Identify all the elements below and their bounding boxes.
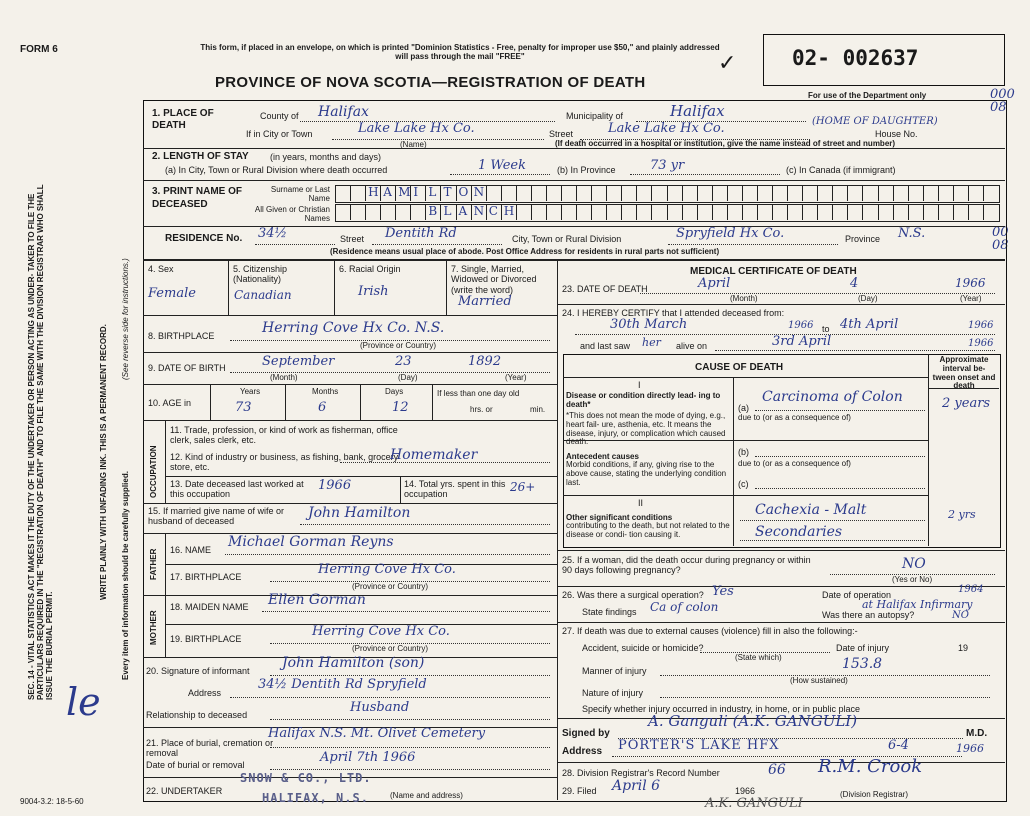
name-grid-divider [365,204,366,220]
side-info-text: Every item of information should be carefully supplied. [121,471,130,680]
autopsy-place: at Halifax Infirmary [862,598,973,611]
name-grid-divider [697,204,698,220]
name-grid-divider [561,204,562,220]
undertaker-label: 22. UNDERTAKER [146,786,223,796]
filed-year: 1966 [735,786,756,796]
name-grid-divider [456,204,457,220]
burial-place-label: 21. Place of burial, cremation or removal [146,738,274,759]
date-of-death-year: 1966 [955,276,986,290]
name-grid-divider [651,185,652,201]
father-birthplace-label: 17. BIRTHPLACE [170,572,242,582]
name-grid-divider [380,204,381,220]
residence-province: N.S. [898,226,926,241]
name-grid-divider [516,185,517,201]
father-name-label: 16. NAME [170,545,212,555]
name-grid-divider [742,204,743,220]
last-saw-label: and last saw [580,341,631,351]
antecedent-note: Morbid conditions, if any, giving rise to the above cause, stating the underlying condition last. [566,460,727,487]
attended-to: 4th April [840,317,899,332]
residence-street-label: Street [340,234,365,244]
approx-interval-label: Approximate interval be- tween onset and death [932,355,996,391]
other-conditions-value-2: Secondaries [755,524,843,540]
side-instructions: (See reverse side for instructions.) [121,258,130,380]
birthplace-note: (Province or Country) [360,341,437,350]
name-grid-divider [440,204,441,220]
surname-letter: N [473,185,485,199]
signature-date: 6-4 [888,738,909,753]
cause-a-interval: 2 years [942,396,991,411]
father-name-value: Michael Gorman Reyns [228,534,394,550]
name-grid-divider [606,204,607,220]
name-grid-divider [395,204,396,220]
city-value: Lake Lake Hx Co. [358,121,475,136]
attended-to-year: 1966 [968,320,994,331]
name-grid-divider [878,185,879,201]
undertaker-note: (Name and address) [390,791,463,800]
name-grid-divider [983,185,984,201]
given-name-letter: A [458,204,468,218]
name-grid-divider [667,204,668,220]
burial-date-label: Date of burial or removal [146,760,245,770]
stay-a-label: (a) In City, Town or Rural Division where death occurred [165,165,388,175]
dob-month: September [262,354,335,369]
sex-label: 4. Sex [148,264,174,274]
name-grid-divider [772,185,773,201]
occupation-14-value: 26+ [510,480,536,494]
name-grid-divider [742,185,743,201]
residence-number: 34½ [258,226,288,241]
mother-birthplace-note: (Province or Country) [352,644,429,653]
name-grid-divider [501,204,502,220]
name-grid-divider [847,185,848,201]
spouse-label: 15. If married give name of wife or husband of deceased [148,506,285,527]
signed-by-value: A. Ganguli (A.K. GANGULI) [648,712,858,730]
undertaker-stamp-city: HALIFAX, N.S. [262,791,369,805]
due-to-b: due to (or as a consequence of) [738,459,851,468]
sex-value: Female [148,286,196,301]
name-grid-divider [938,204,939,220]
name-grid-divider [410,204,411,220]
name-grid-divider [923,204,924,220]
check-mark: ✓ [718,50,737,75]
name-grid-divider [682,185,683,201]
signature-year: 1966 [956,742,984,755]
given-name-letter: C [488,204,498,218]
given-name-letter: L [443,204,452,218]
name-grid-divider [501,185,502,201]
surgery-answer: Yes [712,584,734,599]
name-grid-divider [516,204,517,220]
dob-year-label: (Year) [505,373,527,382]
name-grid-divider [953,185,954,201]
name-grid-divider [862,185,863,201]
filed-label: 29. Filed [562,786,597,796]
name-grid-divider [727,185,728,201]
surname-letter: I [413,185,419,199]
side-handwritten-mark: le [66,680,101,724]
surname-letter: M [398,185,411,199]
accident-label: Accident, suicide or homicide? [582,643,704,653]
cause-a-label: (a) [738,403,749,413]
spouse-value: John Hamilton [308,505,411,521]
residence-province-label: Province [845,234,881,244]
name-grid-divider [682,204,683,220]
dob-day: 23 [395,354,412,369]
occupation-12-label: 12. Kind of industry or business, as fishing, bank, grocery store, etc. [170,452,399,473]
residence-street: Dentith Rd [385,226,457,241]
mother-maiden-label: 18. MAIDEN NAME [170,602,249,612]
surname-letter: L [428,185,437,199]
father-side-label: FATHER [149,548,158,580]
name-grid-divider [757,185,758,201]
name-grid-divider [350,204,351,220]
mother-birthplace-label: 19. BIRTHPLACE [170,634,242,644]
name-grid-divider [425,185,426,201]
name-grid-divider [832,204,833,220]
name-grid-divider [893,185,894,201]
surgery-question: 26. Was there a surgical operation? [562,590,704,600]
age-days-label: Days [385,387,404,396]
informant-signature-value: John Hamilton (son) [282,655,425,671]
burial-place-value: Halifax N.S. Mt. Olivet Cemetery [268,726,486,741]
attended-from: 30th March [610,317,688,332]
last-saw-year: 1966 [968,338,994,349]
division-registrar-label: (Division Registrar) [840,790,909,799]
other-conditions-label: Other significant conditions [566,513,673,522]
other-conditions-interval: 2 yrs [948,508,976,521]
autopsy-answer: NO [952,610,969,621]
pregnancy-yes-no: (Yes or No) [892,575,933,584]
residence-city: Spryfield Hx Co. [676,226,785,241]
date-of-birth-label: 9. DATE OF BIRTH [148,363,226,373]
last-saw-date: 3rd April [772,334,832,349]
name-grid-divider [561,185,562,201]
accident-state-label: (State which) [735,653,782,662]
surname-letter: A [383,185,392,199]
name-grid-divider [546,185,547,201]
municipality-value: Halifax [670,102,725,120]
section-one-label: I [638,380,641,390]
name-grid-divider [938,185,939,201]
name-grid-divider [380,185,381,201]
disease-note: *This does not mean the mode of dying, e.g., heart fail- ure, asthenia, etc. It means the disease, injury, or complication which caused death. [566,411,726,447]
house-number-label: House No. [875,129,918,139]
age-less-than-day: If less than one day old [437,389,520,398]
certify-label: 24. I HEREBY CERTIFY that I attended deceased from: [562,308,785,318]
age-days: 12 [392,400,409,415]
findings-value: Ca of colon [650,600,719,614]
occupation-11-label: 11. Trade, profession, or kind of work as fisherman, office clerk, sales clerk, etc. [170,425,398,446]
citizenship-value: Canadian [234,288,292,302]
surname-label: Surname or Last Name [270,185,330,203]
county-value: Halifax [318,104,369,120]
name-grid-divider [772,204,773,220]
pregnancy-answer: NO [902,556,926,572]
occupation-12-value: Homemaker [390,447,478,463]
age-label: 10. AGE in [148,398,192,408]
mother-birthplace-value: Herring Cove Hx Co. [312,624,450,639]
record-number-label: 28. Division Registrar's Record Number [562,768,720,778]
given-names-label: All Given or Christian Names [254,205,330,223]
external-causes-question: 27. If death was due to external causes (violence) fill in also the following:- [562,626,858,636]
footer-code: 9004-3.2: 18-5-60 [20,797,84,806]
last-saw-pronoun: her [642,336,661,349]
date-of-death-month-label: (Month) [730,294,758,303]
injury-date-label: Date of injury [836,643,890,653]
father-birthplace-value: Herring Cove Hx Co. [318,562,456,577]
father-birthplace-note: (Province or Country) [352,582,429,591]
mail-notice: This form, if placed in an envelope, on which is printed "Dominion Statistics - Free, penalty for improper use $50," and plainly addressed will pass through the mail "FREE" [200,43,720,61]
stay-c-label: (c) In Canada (if immigrant) [786,165,896,175]
registrar-signature: R.M. Crook [818,756,923,777]
manner-value: 153.8 [842,656,883,672]
date-of-death-day: 4 [850,276,859,291]
given-name-letter: B [428,204,438,218]
name-grid-divider [862,204,863,220]
birthplace-value: Herring Cove Hx Co. N.S. [262,320,445,336]
form-number: FORM 6 [20,44,58,55]
informant-relationship-label: Relationship to deceased [146,710,248,720]
cause-a-value: Carcinoma of Colon [762,389,903,405]
stay-b-label: (b) In Province [557,165,616,175]
occupation-13-label: 13. Date deceased last worked at this occupation [170,479,304,500]
name-grid-divider [923,185,924,201]
pregnancy-question: 25. If a woman, did the death occur during pregnancy or within 90 days following pregnancy? [562,555,811,576]
stay-a-value: 1 Week [478,158,526,173]
occupation-13-value: 1966 [318,478,352,493]
age-years-label: Years [240,387,261,396]
name-grid-divider [878,204,879,220]
name-grid-divider [908,204,909,220]
place-of-death-label: 1. PLACE OF DEATH [152,108,214,131]
name-grid-divider [471,185,472,201]
autopsy-label: Was there an autopsy? [822,610,915,620]
house-value: (HOME OF DAUGHTER) [812,116,938,127]
medical-certificate-title: MEDICAL CERTIFICATE OF DEATH [690,266,857,277]
name-grid-divider [802,204,803,220]
county-label: County of [260,111,299,121]
side-legal-text: SEC. 14 - VITAL STATISTICS ACT MAKES IT THE DUTY OF THE UNDERTAKER OR PERSON ACTING AS UNDER- TAKER TO FILE THE PARTICULARS REQUIRED IN THE "REGISTRATION OF DEATH" AND TO FILE THE SAME WITH THE DIVISION REGISTRAR WHO SHALL ISSUE THE BURIAL PERMIT. [27,184,54,700]
name-grid-divider [697,185,698,201]
occupation-side-label: OCCUPATION [149,445,158,498]
citizenship-label: 5. Citizenship (Nationality) [233,264,288,285]
name-grid-divider [893,204,894,220]
cause-c-label: (c) [738,479,749,489]
date-of-death-label: 23. DATE OF DEATH [562,284,648,294]
name-grid-divider [471,204,472,220]
undertaker-stamp-name: SNOW & CO., LTD. [240,771,372,785]
cause-b-label: (b) [738,447,749,457]
surname-letter: T [443,185,452,199]
name-grid-divider [802,185,803,201]
nature-label: Nature of injury [582,688,644,698]
dob-day-label: (Day) [398,373,418,382]
street-value: Lake Lake Hx Co. [608,121,725,136]
name-grid-divider [365,185,366,201]
name-grid-divider [591,204,592,220]
name-grid-divider [968,204,969,220]
date-of-death-month: April [698,276,731,291]
filed-date: April 6 [612,778,661,794]
name-grid-divider [953,204,954,220]
mother-maiden-value: Ellen Gorman [268,592,366,608]
stay-b-value: 73 yr [650,158,685,173]
dob-month-label: (Month) [270,373,298,382]
form-title: PROVINCE OF NOVA SCOTIA—REGISTRATION OF DEATH [215,74,646,91]
md-label: M.D. [966,728,988,739]
cause-of-death-title: CAUSE OF DEATH [695,362,784,373]
name-grid-divider [727,204,728,220]
residence-city-label: City, Town or Rural Division [512,234,622,244]
name-grid-divider [968,185,969,201]
injury-location-label: Specify whether injury occurred in industry, in home, or in public place [582,704,860,714]
name-grid-divider [576,185,577,201]
department-use-label: For use of the Department only [808,91,927,100]
age-months-label: Months [312,387,339,396]
manner-how-label: (How sustained) [790,676,848,685]
disease-label: Disease or condition directly lead- ing to death* [566,391,721,409]
section-two-label: II [638,498,644,508]
injury-date-year: 19 [958,643,969,653]
name-grid-divider [817,185,818,201]
name-grid-divider [486,185,487,201]
operation-date-label: Date of operation [822,590,892,600]
name-grid-divider [787,204,788,220]
age-months: 6 [318,400,327,415]
name-grid-divider [621,204,622,220]
age-years: 73 [235,400,252,415]
antecedent-label: Antecedent causes [566,452,639,461]
name-grid-divider [440,185,441,201]
name-grid-divider [546,204,547,220]
name-grid-divider [712,204,713,220]
bottom-handwritten-name: A.K. GANGULI [705,796,803,811]
name-grid-divider [908,185,909,201]
age-hrs: hrs. or [470,405,493,414]
margin-code-mid: 00 08 [992,225,1009,253]
racial-origin-value: Irish [358,284,389,299]
occupation-14-label: 14. Total yrs. spent in this occupation [404,479,506,500]
name-grid-divider [983,204,984,220]
age-min: min. [530,405,546,414]
street-label: Street [549,129,574,139]
city-label: If in City or Town [246,129,313,139]
signed-by-label: Signed by [562,728,610,739]
name-grid-divider [486,204,487,220]
name-grid-divider [712,185,713,201]
burial-date-value: April 7th 1966 [320,750,416,765]
other-conditions-value: Cachexia - Malt [755,502,867,518]
name-grid-divider [621,185,622,201]
date-of-death-day-label: (Day) [858,294,878,303]
name-grid-divider [395,185,396,201]
residence-note: (Residence means usual place of abode. Post Office Address for residents in rural parts not sufficient) [330,247,720,256]
name-grid-divider [817,204,818,220]
date-of-death-year-label: (Year) [960,294,982,303]
name-grid-divider [591,185,592,201]
informant-signature-label: 20. Signature of informant [146,666,250,676]
city-name-note: (Name) [400,140,427,149]
operation-date: 1964 [958,584,984,595]
name-grid-divider [667,185,668,201]
birthplace-label: 8. BIRTHPLACE [148,331,215,341]
name-grid-divider [651,204,652,220]
attended-to-label: to [822,324,830,334]
name-grid-divider [456,185,457,201]
name-grid-divider [531,204,532,220]
name-grid-divider [425,204,426,220]
surname-letter: O [458,185,469,199]
hospital-note: (If death occurred in a hospital or institution, give the name instead of street and number) [555,139,896,148]
manner-label: Manner of injury [582,666,647,676]
informant-relationship-value: Husband [350,700,410,715]
informant-address-label: Address [188,688,222,698]
other-conditions-note: contributing to the death, but not related to the disease or condi- tion causing it. [566,521,730,539]
registration-number: 02- 002637 [792,46,919,70]
margin-code-top: 000 08 [990,87,1015,115]
signature-address-label: Address [562,746,603,757]
name-grid-divider [757,204,758,220]
name-grid-divider [350,185,351,201]
name-grid-divider [787,185,788,201]
racial-origin-label: 6. Racial Origin [339,264,401,274]
mother-side-label: MOTHER [149,610,158,645]
dob-year: 1892 [468,354,502,369]
length-of-stay-note: (in years, months and days) [270,152,382,162]
registration-number-box [763,34,1005,86]
last-saw-alive-label: alive on [676,341,708,351]
name-grid-divider [832,185,833,201]
name-grid-divider [636,204,637,220]
marital-status-value: Married [458,294,512,309]
name-grid-divider [606,185,607,201]
given-name-letter: H [503,204,515,218]
due-to-a: due to (or as a consequence of) [738,413,851,422]
attended-from-year: 1966 [788,320,814,331]
side-ink-text: WRITE PLAINLY WITH UNFADING INK. THIS IS A PERMANENT RECORD. [99,324,108,600]
surname-letter: H [368,185,379,199]
residence-label: RESIDENCE No. [165,233,243,244]
name-grid-divider [576,204,577,220]
length-of-stay-label: 2. LENGTH OF STAY [152,151,249,162]
marital-status-label: 7. Single, Married, Widowed or Divorced (write the word) [451,264,537,295]
given-name-letter: N [473,204,485,218]
signature-address-value: PORTER'S LAKE HFX [618,738,780,753]
findings-label: State findings [582,607,637,617]
name-grid-divider [636,185,637,201]
municipality-label: Municipality of [566,111,624,121]
record-number-value: 66 [768,762,786,778]
name-grid-divider [847,204,848,220]
informant-address-value: 34½ Dentith Rd Spryfield [258,677,427,692]
name-grid-divider [531,185,532,201]
print-name-label: 3. PRINT NAME OF DECEASED [152,186,243,210]
